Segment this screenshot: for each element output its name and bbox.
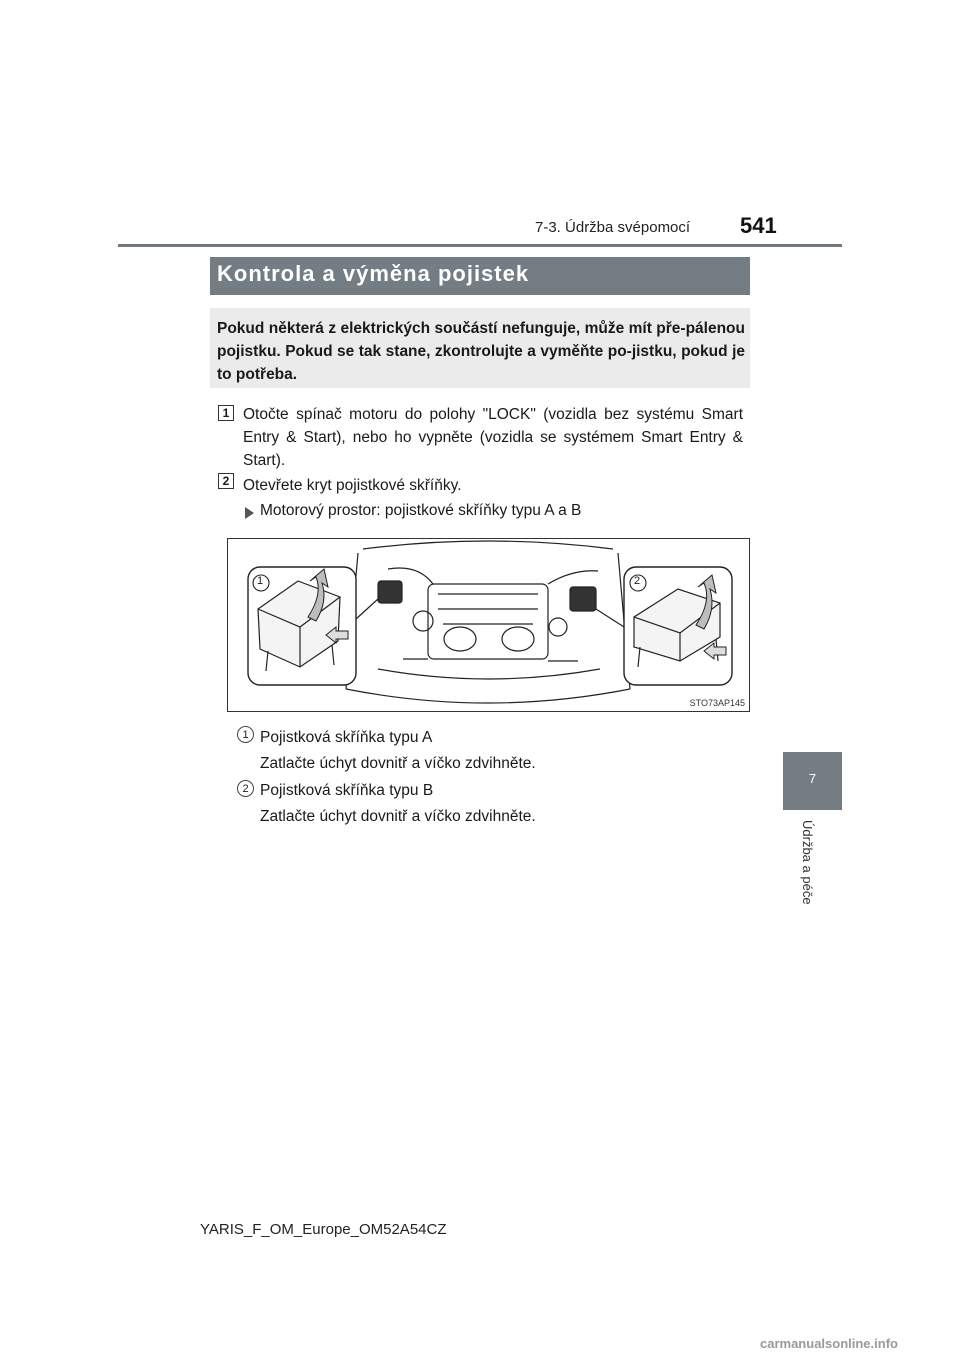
engine-illustration-svg [228,539,750,712]
bullet-text: Motorový prostor: pojistkové skříňky typu A a B [260,502,582,519]
triangle-bullet-icon [245,507,254,519]
step-text-1: Otočte spínač motoru do polohy "LOCK" (vozidla bez systému Smart Entry & Start), nebo ho vypněte (vozidla se systémem Smart Entry & Start). [243,406,743,469]
chapter-number: 7 [808,771,817,786]
chapter-side-tab [783,752,842,810]
chapter-side-label: Údržba a péče [800,820,815,905]
caption-title-1: Pojistková skříňka typu A [260,729,433,746]
step-number-2: 2 [218,473,234,489]
caption-number-2: 2 [237,780,254,797]
page-number: 541 [740,213,777,238]
section-title-bar [210,257,750,295]
watermark-text: carmanualsonline.info [760,1336,898,1351]
figure-callout-1: 1 [257,575,264,587]
chapter-section-title: 7-3. Údržba svépomocí [535,219,691,236]
step-text-2: Otevřete kryt pojistkové skříňky. [243,477,462,494]
step-number-1: 1 [218,405,234,421]
caption-desc-1: Zatlačte úchyt dovnitř a víčko zdvihněte. [260,755,536,772]
intro-text: Pokud některá z elektrických součástí nefunguje, může mít pře-pálenou pojistku. Pokud se tak stane, zkontrolujte a vyměňte po-jistku, pokud je to potřeba. [217,320,745,383]
caption-desc-2: Zatlačte úchyt dovnitř a víčko zdvihněte. [260,808,536,825]
figure-callout-2: 2 [634,575,641,587]
caption-number-1: 1 [237,726,254,743]
document-code-footer: YARIS_F_OM_Europe_OM52A54CZ [200,1221,447,1238]
figure-code: STO73AP145 [689,698,745,708]
caption-title-2: Pojistková skříňka typu B [260,782,434,799]
engine-compartment-illustration [227,538,750,712]
header-rule [118,244,842,247]
section-title: Kontrola a výměna pojistek [217,261,530,286]
intro-box [210,308,750,388]
